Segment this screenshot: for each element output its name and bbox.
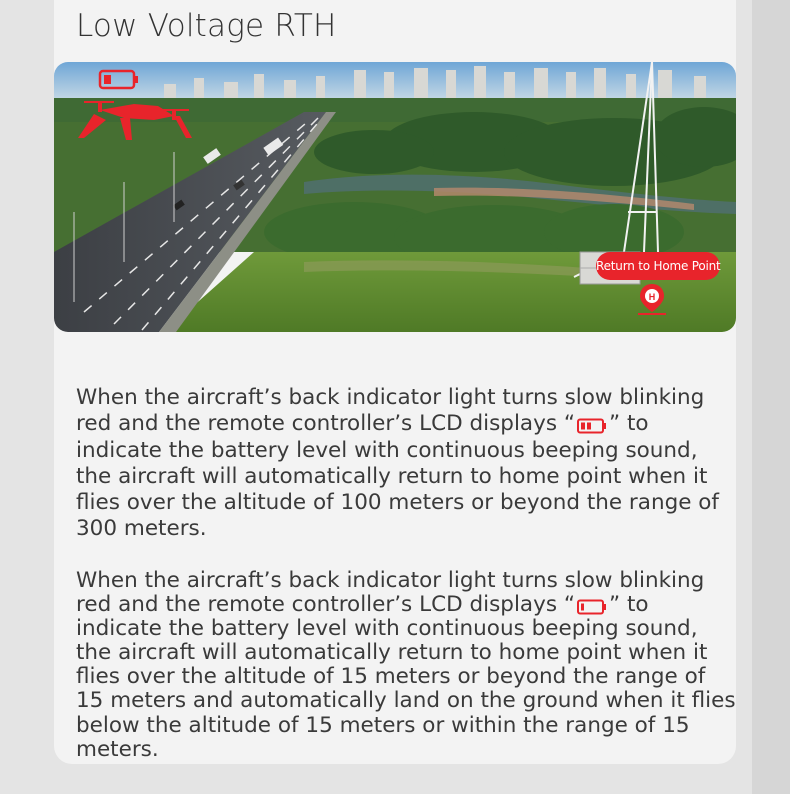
critical-battery-icon (577, 599, 607, 615)
return-to-home-label: Return to Home Point (596, 252, 720, 280)
paragraph-1-text-start: When the aircraft’s back indicator light turns slow blinking red and the remote controller’s LCD displays “ (76, 385, 705, 437)
paragraph-2-text-end: ” to indicate the battery level with continuous beeping sound, the aircraft will automatically return to home point when it flies over the altitude of 15 meters or beyond the range of 15 meters and automatically land on the ground when it flies below the altitude of 15 meters or within the range of 15 meters. (76, 592, 736, 762)
description-paragraph-2 (76, 569, 736, 762)
aerial-photo (54, 62, 736, 332)
home-point-letter: H (648, 292, 656, 302)
description-paragraph-1 (76, 385, 736, 543)
side-strip (752, 0, 790, 794)
page-title: Low Voltage RTH (76, 8, 337, 44)
low-battery-icon (577, 418, 607, 434)
paragraph-1-text-end: ” to indicate the battery level with continuous beeping sound, the aircraft will automatically return to home point when it flies over the altitude of 100 meters or beyond the range of 300 meters. (76, 411, 720, 542)
paragraph-2-text-start: When the aircraft’s back indicator light turns slow blinking red and the remote controller’s LCD displays “ (76, 568, 705, 618)
